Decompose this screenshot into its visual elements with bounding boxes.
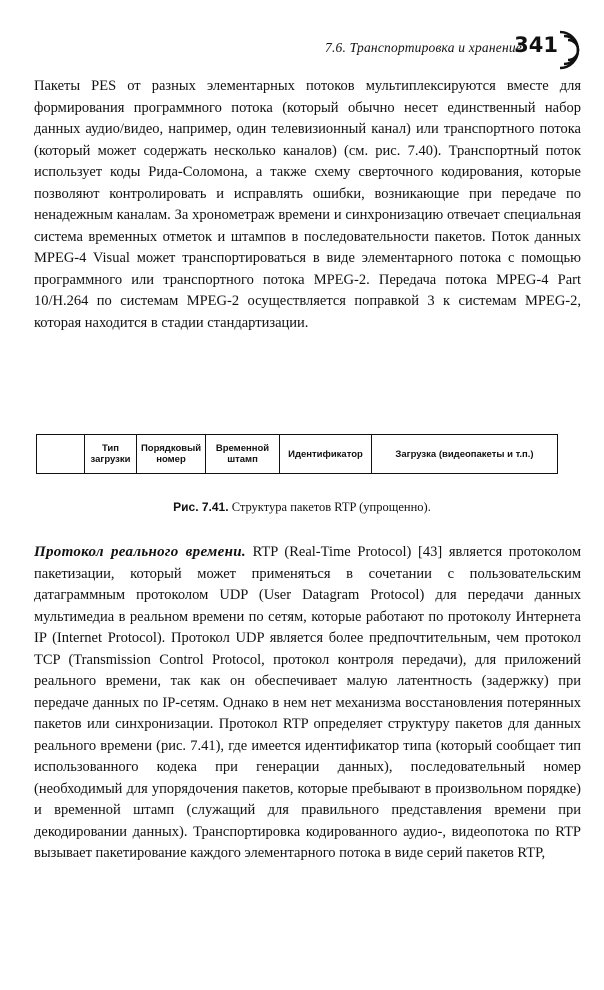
caption-label: Рис. 7.41.: [173, 500, 229, 514]
paragraph-rtp-body: RTP (Real-Time Protocol) [43] является протоколом пакетизации, который может применяться в сочетании с пользовательским датаграммным протоколом UDP (User Datagram Protocol) для передачи данных мультимедиа в реальном времени по сетям, которые работают по протоколу Интернета IP (Internet Protocol). Протокол UDP является более предпочтительным, чем протокол TCP (Transmission Control Protocol, протокол контроля передачи), для приложений реального времени, так как он обеспечивает малую латентность (задержку) при передаче данных по IP-сетям. Однако в нем нет механизма восстановления потерянных пакетов или синхронизации. Протокол RTP определяет структуру пакетов для данных реального времени (рис. 7.41), где имеется идентификатор типа (который сообщает тип использованного кодека при генерации данных), последовательный номер (необходимый для упорядочения пакетов, которые пребывают в произвольном порядке) и временной штамп (служащий для правильного представления времени при декодировании данных). Транспортировка кодированного аудио-, видеопотока по RTP вызывает пакетирование каждого элементарного потока в виде серий пакетов RTP,: [34, 544, 581, 861]
packet-cell-payload: Загрузка (видеопакеты и т.п.): [395, 448, 534, 460]
running-head: 7.6. Транспортировка и хранение: [325, 40, 522, 55]
paragraph-mpeg-transport: Пакеты PES от разных элементарных потоков мультиплексируются вместе для формирования программного потока (который обычно несет единственный набор данных аудио/видео, например, один телевизионный канал) или транспортного потока (который может содержать несколько каналов) (см. рис. 7.40). Транспортный поток использует коды Рида-Соломона, а также схему сверточного кодирования, которые позволяют контролировать и исправлять ошибки, возникающие при передаче по ненадежным каналам. За хронометраж времени и синхронизацию отвечает специальная система временных отметок и штампов в последовательности пакетов. Поток данных MPEG-4 Visual может транспортироваться в виде элементарного потока с помощью программного или транспортного потока MPEG-2. Передача потока MPEG-4 Part 10/H.264 по системам MPEG-2 осуществляется поправкой 3 к системам MPEG-2, которая находится в стадии стандартизации.: [34, 78, 581, 331]
caption-text: Структура пакетов RTP (упрощенно).: [231, 500, 431, 514]
page-number: 341: [514, 33, 558, 57]
packet-cell-timestamp: Временной штамп: [206, 435, 280, 473]
rtp-packet-diagram: [36, 434, 558, 474]
page-header: [0, 28, 604, 72]
packet-cell-payload-type: Тип загрузки: [85, 435, 137, 473]
packet-cell-identifier: Идентификатор: [280, 435, 372, 473]
paragraph-rtp-heading: Протокол реального времени.: [34, 544, 246, 560]
paragraph-rtp: [34, 542, 581, 865]
packet-cell-header: [37, 435, 85, 473]
thumb-tab-icon: [558, 28, 584, 72]
figure-caption: [0, 500, 604, 515]
packet-cell-sequence-number: Порядковый номер: [137, 435, 206, 473]
